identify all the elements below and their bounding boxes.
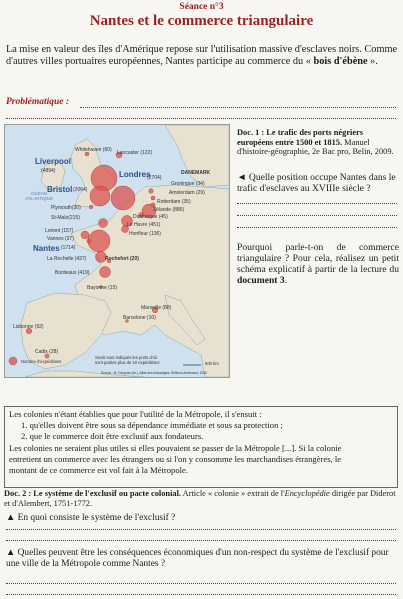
port-circle-plymouth <box>89 205 93 209</box>
doc2-caption <box>4 489 396 508</box>
label-groningue: Groningue (34) <box>171 181 205 187</box>
label-lancaster: Lancaster (122) <box>117 150 153 156</box>
port-circle-londres <box>111 186 135 210</box>
answer-line-q1[interactable] <box>237 227 397 228</box>
doc2-line-3: montant de ce commerce est vol fait à la Métropole. <box>9 465 188 475</box>
label-stmalo: St-Malo(215) <box>51 215 80 221</box>
legend-note: Seuls sont indiqués les ports d'où sont parties plus de 10 expéditions <box>95 355 160 365</box>
intro-text-start: La mise en valeur des îles d'Amérique repose sur l'utilisation massive d'esclaves noirs. Comme d'autres villes portuaires européennes, Nantes participe au commerce du « <box>6 44 398 67</box>
label-vannes: Vannes (37) <box>47 236 74 242</box>
port-circle-nantes <box>88 230 110 252</box>
label-bristol: Bristol <box>47 185 73 194</box>
map-source: Source : M. Gergoire (dir.), Atlas des esclavages, Éditions Autrement, 2006 <box>101 371 207 375</box>
port-circle-amsterdam <box>151 196 155 200</box>
doc2-intro: Les colonies n'étant établies que pour l'utilité de la Métropole, il s'ensuit : <box>9 409 262 419</box>
session-number: Séance n°3 <box>179 2 224 12</box>
label-honfleur: Honfleur (136) <box>129 231 161 237</box>
doc2-line-2: entretient un commerce avec les étrangers ou si l'on y consomme les marchandises étrangères, le <box>9 454 342 464</box>
answer-line-q1[interactable] <box>237 215 397 216</box>
ocean-label: OCÉAN ATLANTIQUE <box>25 191 53 201</box>
doc2-title: Doc. 2 : Le système de l'exclusif ou pacte colonial. <box>4 489 182 498</box>
slave-trade-map <box>4 124 230 378</box>
answer-line-q1[interactable] <box>237 203 397 204</box>
answer-line-q4[interactable] <box>6 594 396 595</box>
label-bayonne: Bayonne (15) <box>87 285 118 291</box>
label-lorient: Lorient (157) <box>45 228 74 234</box>
label-lehavre: Le Havre (451) <box>127 222 161 228</box>
question-4: ▲ Quelles peuvent être les conséquences économiques d'un non-respect du système de l'exclusif pour une ville de la Métropole comme Nantes ? <box>6 548 389 569</box>
intro-paragraph <box>6 44 398 68</box>
question-2 <box>237 242 399 286</box>
doc2-line-1: Les colonies ne seraient plus utiles si elles pouvaient se passer de la Métropole [...]. Si la colonie <box>9 443 342 453</box>
label-dunkerque: Dunkerque (45) <box>133 214 168 220</box>
doc2-source-b: dirigée par Diderot et d'Alembert, 1751-1772. <box>4 489 396 508</box>
doc2-item-1: 1. qu'elles doivent être sous sa dépendance immédiate et sous sa protection ; <box>21 420 283 430</box>
port-circle-groningue <box>149 189 154 194</box>
port-circle-bristol <box>90 186 110 206</box>
label-danemark: DANEMARK <box>181 170 211 176</box>
label-liverpool-count: (4894) <box>41 168 56 174</box>
label-londres-count: (2704) <box>147 175 162 181</box>
problematique-answer-line[interactable] <box>80 107 396 108</box>
legend-circle <box>9 357 17 365</box>
problematique-label: Problématique : <box>6 97 70 107</box>
question-3: ▲ En quoi consiste le système de l'exclusif ? <box>6 513 176 523</box>
intro-text-end: ». <box>367 56 378 67</box>
question-1: ◄ Quelle position occupe Nantes dans le trafic d'esclaves au XVIIIe siècle ? <box>237 172 396 194</box>
problematique-answer-line[interactable] <box>6 118 396 119</box>
doc1-title: Doc. 1 : Le trafic des ports négriers européens entre 1500 et 1815. <box>237 128 364 147</box>
port-circle-stmalo <box>99 219 108 228</box>
answer-line-q4[interactable] <box>6 583 396 584</box>
question-2-end: . <box>284 275 288 286</box>
intro-bold: bois d'ébène <box>313 56 368 67</box>
label-nantes: Nantes <box>33 244 60 253</box>
label-londres: Londres <box>119 170 151 179</box>
label-lisbonne: Lisbonne (92) <box>13 324 44 330</box>
label-liverpool: Liverpool <box>35 157 72 166</box>
answer-line-q3[interactable] <box>6 540 396 541</box>
label-nantes-count: (1714) <box>61 245 76 251</box>
label-larochelle: La Rochelle (427) <box>47 256 87 262</box>
label-rotterdam: Rotterdam (35) <box>157 199 191 205</box>
doc2-source-italic: Encyclopédie <box>284 489 330 498</box>
label-barcelone: Barcelone (10) <box>123 315 156 321</box>
label-bordeaux: Bordeaux (419) <box>55 270 90 276</box>
answer-line-q3[interactable] <box>6 529 396 530</box>
label-whitehaven: Whitehaven (60) <box>75 147 112 153</box>
label-plymouth: Plymouth(30) <box>51 205 81 211</box>
doc2-source-a: Article « colonie » extrait de l' <box>181 489 285 498</box>
port-circle-bordeaux <box>100 267 111 278</box>
question-2-doc-ref: document 3 <box>237 275 285 286</box>
label-bristol-count: (2064) <box>73 187 88 193</box>
doc2-item-2: 2. que le commerce doit être exclusif aux fondateurs. <box>21 431 204 441</box>
label-marseille: Marseille (88) <box>141 305 172 311</box>
doc1-caption <box>237 128 397 157</box>
label-amsterdam: Amsterdam (29) <box>169 190 205 196</box>
legend-expeditions: Nombre d'expéditions <box>21 359 62 364</box>
label-cadix: Cadix (28) <box>35 349 59 355</box>
page-title: Nantes et le commerce triangulaire <box>89 13 314 29</box>
doc2-text-box <box>4 406 398 488</box>
port-circle-lorient <box>81 231 89 239</box>
question-2-text: Pourquoi parle-t-on de commerce triangulaire ? Pour cela, réalisez un petit schéma explicatif à partir de la lecture du <box>237 242 399 275</box>
label-rochefort: Rochefort (20) <box>105 256 139 262</box>
doc1-source: Manuel d'histoire-géographie, 2e Bac pro, Belin, 2009. <box>237 137 394 156</box>
label-zelande: Zélande (886) <box>153 207 185 213</box>
scale-label: 500 km <box>205 361 219 366</box>
